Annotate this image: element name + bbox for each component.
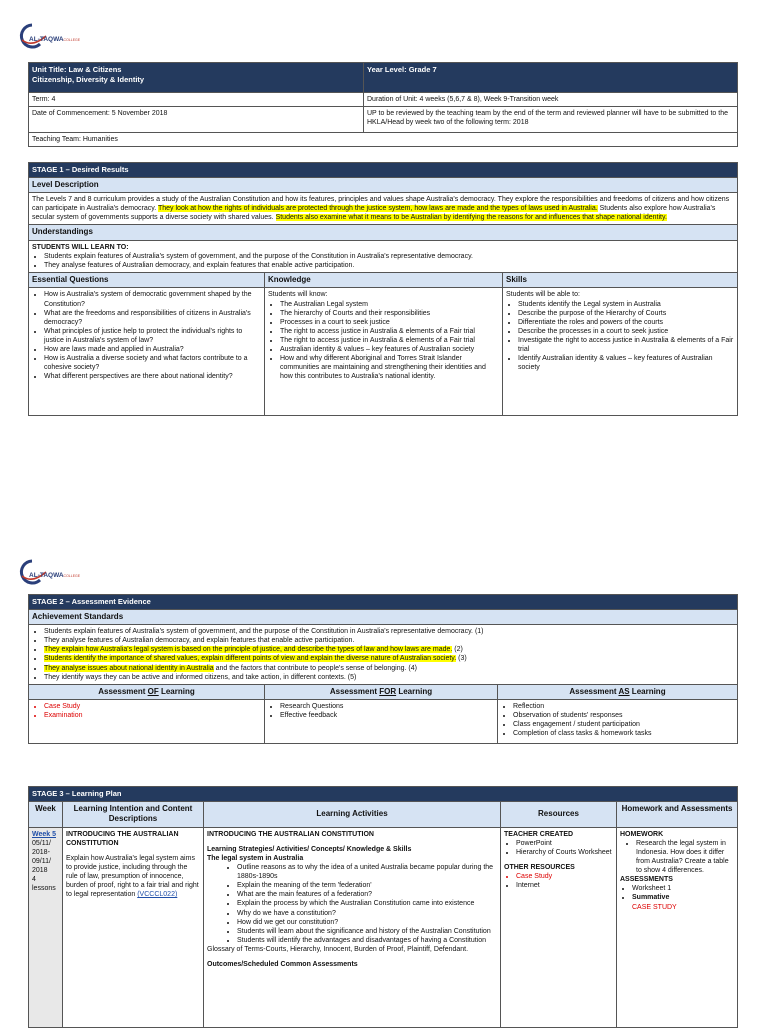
skills-title: Skills [503, 273, 738, 288]
duration-cell: Duration of Unit: 4 weeks (5,6,7 & 8), Week 9-Transition week [364, 93, 738, 107]
resource-item: • Internet [516, 881, 613, 890]
intention-cell: INTRODUCING THE AUSTRALIAN CONSTITUTION Explain how Australia's legal system aims to provide justice, including through the rule of law, presumption of innocence, burden of proof, right to a fair trial and right to legal representation (VCCCL022) [63, 827, 204, 1027]
activity-item: • What are the main features of a federation? [237, 890, 497, 899]
skill-item: • Students identify the Legal system in Australia [518, 300, 734, 309]
skills-cell: Students will be able to: • Students identify the Legal system in Australia • Describe the purpose of the Hierarchy of Courts • Differentiate the roles and powers of the courts • Describe the processes in a court to seek justice • Investigate the right to access justice in Australia & elements of a Fair trial • Identify Australian identity & values – key features of Australian society [503, 288, 738, 416]
understandings-cell: STUDENTS WILL LEARN TO: • Students explain features of Australia's system of government, and the purpose of the Constitution in Australia's representative democracy. • They analyse features of Australian democracy, and explain features that enable active participation. [29, 240, 738, 272]
homework-header: Homework and Assessments [617, 801, 738, 827]
unit-header-table [28, 62, 738, 147]
assessment-for-learning-title: Assessment FOR Learning [265, 684, 498, 699]
homework-cell: HOMEWORK • Research the legal system in Indonesia. How does it differ from Australia? Create a table to show 4 differences. ASSESSMENTS • Worksheet 1 • Summative CASE STUDY [617, 827, 738, 1027]
standard-item: • They identify ways they can be active and informed citizens, and take action, in different contexts. (5) [44, 673, 734, 682]
knowledge-item: • The right to access justice in Australia & elements of a Fair trial [280, 336, 499, 345]
understanding-item: • They analyse features of Australian democracy, and explain features that enable active participation. [44, 261, 734, 270]
of-learning-cell [29, 700, 265, 744]
activity-item: • Students will learn about the significance and history of the Australian Constitution [237, 927, 497, 936]
standard-item: • Students identify the importance of shared values, explain different points of view and explain the diverse nature of Australian society. (3) [44, 654, 734, 663]
as-learning-item: • Class engagement / student participation [513, 720, 734, 729]
question-item: • What different perspectives are there about national identity? [44, 372, 261, 381]
standard-item: • They explain how Australia's legal system is based on the principle of justice, and describe the types of law and how laws are made. (2) [44, 645, 734, 654]
knowledge-item: • Processes in a court to seek justice [280, 318, 499, 327]
assessment-case-study: CASE STUDY [632, 903, 677, 911]
as-learning-item: • Reflection [513, 702, 734, 711]
as-learning-item: • Observation of students' responses [513, 711, 734, 720]
skill-item: • Differentiate the roles and powers of the courts [518, 318, 734, 327]
question-item: • How is Australia a diverse society and what factors contribute to a cohesive society? [44, 354, 261, 372]
as-learning-cell [498, 700, 738, 744]
question-item: • What principles of justice help to protect the individual's rights to justice in Australia's system of law? [44, 327, 261, 345]
assessment-item: • Summative [632, 893, 734, 902]
skill-item: • Identify Australian identity & values – key features of Australian society [518, 354, 734, 372]
understandings-title: Understandings [29, 225, 738, 240]
resource-item: • Hierarchy of Courts Worksheet [516, 848, 613, 857]
term-cell: Term: 4 [29, 93, 364, 107]
assessment-item: • Worksheet 1 [632, 884, 734, 893]
stage3-table [28, 786, 738, 1028]
stage2-table [28, 594, 738, 744]
activity-item: • Explain the process by which the Australian Constitution came into existence [237, 899, 497, 908]
standard-item: • Students explain features of Australia's system of government, and the purpose of the Constitution in Australia's representative democracy. (1) [44, 627, 734, 636]
activity-item: • How did we get our constitution? [237, 918, 497, 927]
week-header: Week [29, 801, 63, 827]
level-description-text: The Levels 7 and 8 curriculum provides a study of the Australian Constitution and how its features, principles and values shape Australia's democracy. They explore the responsibilities and freedoms of citizens and how citizens can participate in Australia's democracy. They look at how the rights of individuals are protected through the justice system, how laws are made and the types of laws used in Australia. Students also explore how Australia's secular system of governments supports a diverse society with shared values. Students also examine what it means to be Australian by identifying the reasons for and influences that shape national identity. [29, 193, 738, 225]
of-learning-item: • Examination [44, 711, 261, 720]
college-logo: AL-TAQWACOLLEGE [18, 22, 74, 50]
knowledge-cell: Students will know: • The Australian Legal system • The hierarchy of Courts and their responsibilities • Processes in a court to seek justice • The right to access justice in Australia & elements of a Fair trial • The right to access justice in Australia & elements of a Fair trial • Australian identity & values – key features of Australian society • How and why different Aboriginal and Torres Strait Islander communities are maintaining and strengthening their identities and how this contributes to Australia's national identity. [265, 288, 503, 416]
unit-title-cell: Unit Title: Law & Citizens Citizenship, Diversity & Identity [29, 63, 364, 93]
activity-item: • Outline reasons as to why the idea of a united Australia became popular during the 1880s-1890s [237, 863, 497, 881]
commencement-cell: Date of Commencement: 5 November 2018 [29, 107, 364, 133]
curriculum-code-link[interactable]: (VCCCL022) [137, 891, 178, 899]
knowledge-item: • The hierarchy of Courts and their responsibilities [280, 309, 499, 318]
understanding-item: • Students explain features of Australia's system of government, and the purpose of the Constitution in Australia's representative democracy. [44, 252, 734, 261]
assessment-as-learning-title: Assessment AS Learning [498, 684, 738, 699]
question-item: • How are laws made and applied in Australia? [44, 345, 261, 354]
teaching-team-cell: Teaching Team: Humanities [29, 133, 738, 147]
achievement-standards-cell [29, 625, 738, 685]
stage1-table [28, 162, 738, 416]
activity-item: • Students will identify the advantages and disadvantages of having a Constitution [237, 936, 497, 945]
standard-item: • They analyse issues about national identity in Australia and the factors that contribute to people's sense of belonging. (4) [44, 664, 734, 673]
week-cell: Week 5 05/11/ 2018- 09/11/ 2018 4 lessons [29, 827, 63, 1027]
activity-item: • Explain the meaning of the term 'federation' [237, 881, 497, 890]
knowledge-item: • The right to access justice in Australia & elements of a Fair trial [280, 327, 499, 336]
assessment-of-learning-title: Assessment OF Learning [29, 684, 265, 699]
stage2-title: STAGE 2 – Assessment Evidence [29, 595, 738, 610]
resource-item: • PowerPoint [516, 839, 613, 848]
essential-questions-cell [29, 288, 265, 416]
skill-item: • Describe the processes in a court to seek justice [518, 327, 734, 336]
level-description-title: Level Description [29, 177, 738, 192]
achievement-standards-title: Achievement Standards [29, 609, 738, 624]
for-learning-cell [265, 700, 498, 744]
knowledge-item: • Australian identity & values – key features of Australian society [280, 345, 499, 354]
review-note-cell: UP to be reviewed by the teaching team by the end of the term and reviewed planner will have to be submitted to the HKLA/Head by week two of the following term: 2018 [364, 107, 738, 133]
skill-item: • Investigate the right to access justice in Australia & elements of a Fair trial [518, 336, 734, 354]
activities-header: Learning Activities [204, 801, 501, 827]
college-logo: AL-TAQWACOLLEGE [18, 558, 74, 586]
of-learning-item: • Case Study [44, 702, 261, 711]
for-learning-item: • Effective feedback [280, 711, 494, 720]
homework-item: • Research the legal system in Indonesia. How does it differ from Australia? Create a table to show 4 differences. [636, 839, 734, 875]
activity-item: • Why do we have a constitution? [237, 909, 497, 918]
standard-item: • They analyse features of Australian democracy, and explain features that enable active participation. [44, 636, 734, 645]
essential-questions-title: Essential Questions [29, 273, 265, 288]
skill-item: • Describe the purpose of the Hierarchy of Courts [518, 309, 734, 318]
stage1-title: STAGE 1 – Desired Results [29, 163, 738, 178]
year-level-cell: Year Level: Grade 7 [364, 63, 738, 93]
knowledge-item: • The Australian Legal system [280, 300, 499, 309]
intention-header: Learning Intention and Content Descriptions [63, 801, 204, 827]
activities-cell: INTRODUCING THE AUSTRALIAN CONSTITUTION Learning Strategies/ Activities/ Concepts/ Knowledge & Skills The legal system in Australia • Outline reasons as to why the idea of a united Australia became popular during the 1880s-1890s • Explain the meaning of the term 'federation' • What are the main features of a federation? • Explain the process by which the Australian Constitution came into existence • Why do we have a constitution? • How did we get our constitution? • Students will learn about the significance and history of the Australian Constitution • Students will identify the advantages and disadvantages of having a Constitution Glossary of Terms-Courts, Hierarchy, Innocent, Burden of Proof, Plaintiff, Defendant. Outcomes/Scheduled Common Assessments [204, 827, 501, 1027]
knowledge-title: Knowledge [265, 273, 503, 288]
resources-header: Resources [501, 801, 617, 827]
as-learning-item: • Completion of class tasks & homework tasks [513, 729, 734, 738]
resource-item: • Case Study [516, 872, 613, 881]
question-item: • What are the freedoms and responsibilities of citizens in Australia's democracy? [44, 309, 261, 327]
resources-cell: TEACHER CREATED • PowerPoint • Hierarchy of Courts Worksheet OTHER RESOURCES • Case Study • Internet [501, 827, 617, 1027]
for-learning-item: • Research Questions [280, 702, 494, 711]
knowledge-item: • How and why different Aboriginal and Torres Strait Islander communities are maintaining and strengthening their identities and how this contributes to Australia's national identity. [280, 354, 499, 381]
stage3-title: STAGE 3 – Learning Plan [29, 787, 738, 802]
question-item: • How is Australia's system of democratic government shaped by the Constitution? [44, 290, 261, 308]
